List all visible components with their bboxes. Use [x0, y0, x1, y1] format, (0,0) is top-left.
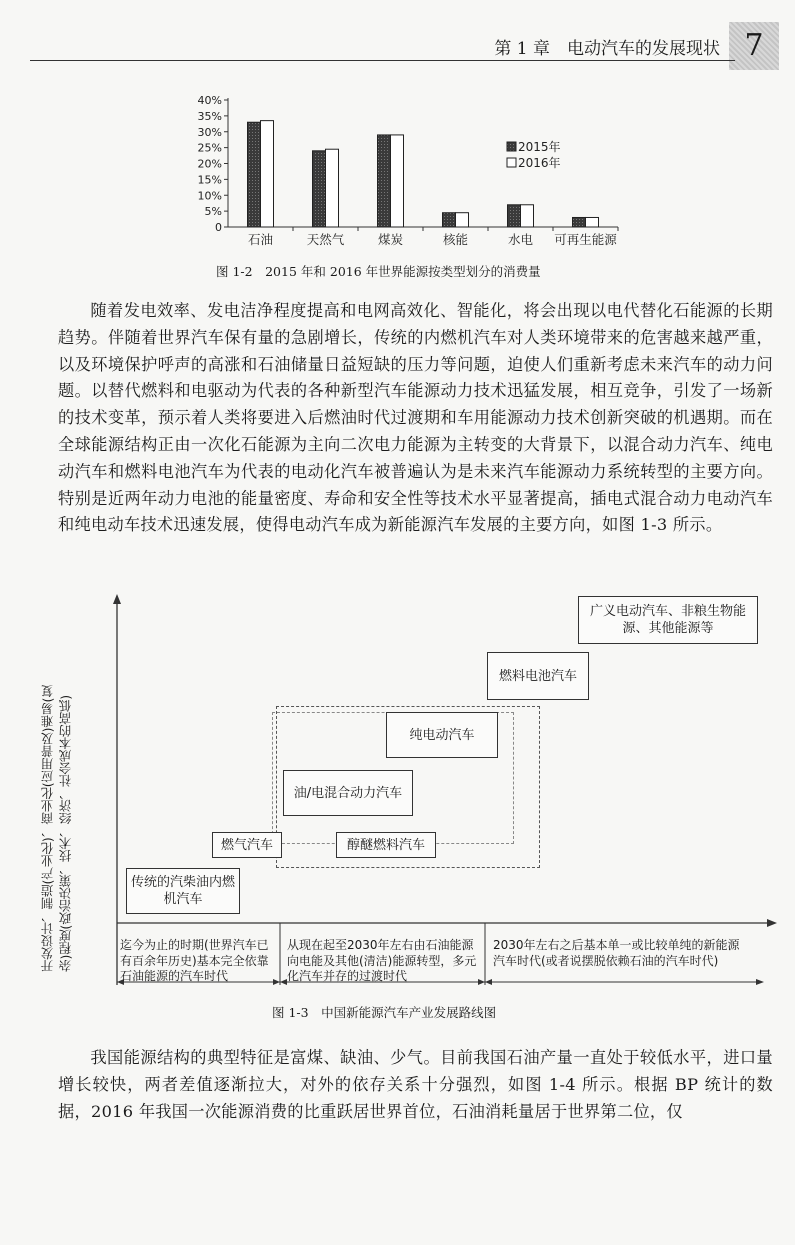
era-new-energy: 2030年左右之后基本单一或比较单纯的新能源汽车时代(或者说摆脱依赖石油的汽车时代)	[493, 938, 740, 968]
y-tick-label: 35%	[197, 109, 222, 123]
y-tick-label: 10%	[197, 189, 222, 203]
x-tick-label: 水电	[507, 232, 534, 247]
box-hybrid-vehicle: 油/电混合动力汽车	[283, 770, 413, 816]
figure-1-3-caption: 图 1-3 中国新能源汽车产业发展路线图	[272, 1005, 497, 1020]
x-tick-label: 可再生能源	[554, 232, 617, 247]
box-broad-electric-vehicle: 广义电动汽车、非粮生物能源、其他能源等	[578, 596, 758, 644]
y-tick-label: 5%	[204, 205, 222, 219]
y-tick-label: 25%	[197, 141, 222, 155]
body-paragraph-1: 随着发电效率、发电洁净程度提高和电网高效化、智能化，将会出现以电代替化石能源的长期趋势。伴随着世界汽车保有量的急剧增长，传统的内燃机汽车对人类环境带来的危害越来越严重，以及环境保护呼声的高涨和石油储量日益短缺的压力等问题，迫使人们重新考虑未来汽车的动力问题。以替代燃料和电驱动为代表的各种新型汽车能源动力技术迅猛发展，相互竞争，引发了一场新的技术变革，预示着人类将要进入后燃油时代过渡期和车用能源动力技术创新突破的机遇期。而在全球能源结构正由一次化石能源为主向二次电力能源为主转变的大背景下，以混合动力汽车、纯电动汽车和燃料电池汽车为代表的电动化汽车被普遍认为是未来汽车能源动力系统转型的主要方向。特别是近两年动力电池的能量密度、寿命和安全性等技术水平显著提高，插电式混合动力电动汽车和纯电动车技术迅速发展，使得电动汽车成为新能源汽车发展的主要方向，如图 1-3 所示。	[58, 301, 773, 535]
box-traditional-ice-vehicle: 传统的汽柴油内燃机汽车	[126, 868, 240, 914]
x-tick-label: 天然气	[306, 232, 345, 247]
y-tick-label: 20%	[197, 157, 222, 171]
era-transition: 从现在起至2030年左右由石油能源向电能及其他(清洁)能源转型，多元化汽车并存的过渡时代	[287, 938, 477, 983]
body-paragraph-2: 我国能源结构的典型特征是富煤、缺油、少气。目前我国石油产量一直处于较低水平，进口量增长较快，两者差值逐渐拉大，对外的依存关系十分强烈，如图 1-4 所示。根据 BP 统计的数据，2016 年我国一次能源消费的比重跃居世界首位，石油消耗量居于世界第二位，仅	[58, 1048, 773, 1121]
y-tick-label: 40%	[197, 94, 222, 107]
page-number: 7	[729, 22, 779, 70]
box-alcohol-ether-vehicle: 醇醚燃料汽车	[336, 832, 436, 858]
y-tick-label: 0	[215, 221, 222, 234]
chapter-title: 第 1 章 电动汽车的发展现状	[494, 39, 720, 59]
x-tick-label: 煤炭	[377, 232, 404, 247]
box-fuel-cell-vehicle: 燃料电池汽车	[487, 652, 589, 700]
x-tick-label: 石油	[247, 232, 274, 247]
y-tick-label: 30%	[197, 125, 222, 139]
legend-label-1: 2016年	[518, 156, 561, 170]
box-gas-vehicle: 燃气汽车	[212, 832, 282, 858]
y-tick-label: 15%	[197, 173, 222, 187]
era-oil-dependent: 迄今为止的时期(世界汽车已有百余年历史)基本完全依靠石油能源的汽车时代	[120, 938, 269, 983]
box-pure-electric-vehicle: 纯电动汽车	[386, 712, 498, 758]
x-tick-label: 核能	[442, 232, 469, 247]
roadmap-y-axis-label: 开发设计、制造(产业化)、商业化(应用普及)难易(复 杂)程度(政治决策、技术、经济、社会成本的高低)	[40, 685, 73, 972]
legend-label-0: 2015年	[518, 140, 561, 154]
figure-1-2-caption: 图 1-2 2015 年和 2016 年世界能源按类型划分的消费量	[216, 264, 541, 279]
